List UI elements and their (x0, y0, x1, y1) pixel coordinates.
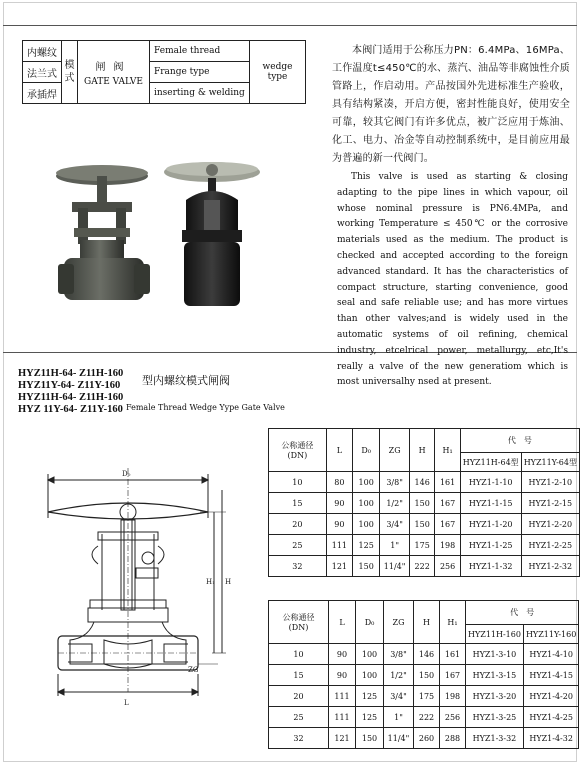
header-dn-cn: 公称通径 (282, 613, 315, 622)
table-cell: 175 (414, 686, 440, 707)
table-cell: 100 (353, 472, 380, 493)
table-cell: 198 (440, 686, 466, 707)
table-cell: 167 (440, 665, 466, 686)
table-cell: HYZ1-2-25 (521, 535, 579, 556)
valve-type-table (22, 40, 306, 104)
table-row (269, 556, 580, 577)
header-code-col-2: HYZ11Y-64型 (521, 453, 579, 472)
table-cell: 1" (380, 535, 410, 556)
valve-technical-drawing (28, 460, 233, 708)
table-cell: HYZ1-2-32 (521, 556, 579, 577)
table-cell: HYZ1-3-15 (466, 665, 524, 686)
table-cell: HYZ1-4-15 (523, 665, 578, 686)
table-cell: 125 (356, 707, 384, 728)
table-cell: HYZ1-1-10 (460, 472, 521, 493)
table-row (269, 535, 580, 556)
model-code: HYZ 11Y-64- Z11Y-160 (18, 404, 123, 415)
header-dn-unit: (DN) (288, 623, 309, 632)
label-l: L (124, 699, 129, 707)
table-cell: 150 (414, 665, 440, 686)
table-cell: 167 (435, 493, 460, 514)
header-dn-cn: 公称通径 (281, 441, 314, 450)
table-cell: 121 (329, 728, 356, 749)
table-cell: HYZ1-4-25 (523, 707, 578, 728)
table-cell: 121 (326, 556, 352, 577)
table-cell: 100 (356, 665, 384, 686)
table-cell: HYZ1-4-10 (523, 644, 578, 665)
header-zg: ZG (380, 429, 410, 472)
table-cell: 32 (269, 728, 329, 749)
table-cell: 150 (353, 556, 380, 577)
table-cell: 3/4" (384, 686, 414, 707)
table-cell: 146 (414, 644, 440, 665)
table-cell: 3/8" (380, 472, 410, 493)
header-h1: H₁ (440, 601, 466, 644)
table-cell: 10 (269, 644, 329, 665)
table-cell: 90 (329, 665, 356, 686)
valve-name-en: GATE VALVE (84, 76, 143, 87)
table-row (269, 493, 580, 514)
header-l: L (326, 429, 352, 472)
table-row (269, 665, 579, 686)
table-cell: 111 (326, 535, 352, 556)
table-cell: 125 (356, 686, 384, 707)
table-cell: 150 (409, 514, 434, 535)
table-cell: 260 (414, 728, 440, 749)
valve-name-cell (78, 41, 150, 104)
connection-en-1: Female thread (150, 41, 250, 62)
connection-cn-3: 承插焊 (23, 83, 62, 104)
model-code: HYZ11H-64- Z11H-160 (18, 368, 124, 379)
label-d0: D₀ (122, 470, 131, 478)
valve-photo-grey (50, 158, 158, 308)
header-h1: H₁ (435, 429, 460, 472)
table-cell: 20 (269, 686, 329, 707)
table-cell: 167 (435, 514, 460, 535)
forging-cn: 模式 (62, 41, 78, 104)
label-h: H (225, 578, 232, 586)
label-h1: H₁ (206, 578, 215, 586)
table-cell: 100 (356, 644, 384, 665)
table-cell: HYZ1-2-15 (521, 493, 579, 514)
table-row (269, 728, 579, 749)
table-cell: HYZ1-1-15 (460, 493, 521, 514)
connection-cn-1: 内螺纹 (23, 41, 62, 62)
title-cn: 型内螺纹模式闸阀 (142, 374, 230, 387)
table-row (269, 514, 580, 535)
table-cell: HYZ1-1-32 (460, 556, 521, 577)
table-cell: 256 (435, 556, 460, 577)
table-cell: 15 (269, 493, 327, 514)
connection-en-2: Frange type (150, 62, 250, 83)
header-h: H (414, 601, 440, 644)
header-code-col-1: HYZ11H-160 (466, 625, 524, 644)
table-cell: 15 (269, 665, 329, 686)
header-code: 代 号 (460, 429, 579, 453)
table-row (269, 472, 580, 493)
table-cell: HYZ1-4-20 (523, 686, 578, 707)
header-dn (269, 429, 327, 472)
table-cell: 161 (435, 472, 460, 493)
table-cell: HYZ1-1-25 (460, 535, 521, 556)
header-zg: ZG (384, 601, 414, 644)
table-cell: 161 (440, 644, 466, 665)
description-en: This valve is used as starting & closing adapting to the pipe lines in which vapour, oil whose nominal pressure is PN6.4MPa, and working Temperature ≤ 450℃ or the corrosive materials used as the medium. The product is checked and accepted according to the foreign advanced standard. It has the characteristics of compact structure, starting convenience, good seal and safe reliable use; and has more virtues than other valves;and is widely used in the automatic systems of oil refining, chemical industry, etcelrical power, metallurgy, etc,It's really a valve of the new generatiom which is most universalhy nsed at present. (337, 172, 568, 388)
table-cell: HYZ1-2-10 (521, 472, 579, 493)
table-cell: 100 (353, 514, 380, 535)
table-row (269, 707, 579, 728)
valve-name-cn: 闸阀 (95, 61, 132, 73)
header-dn-unit: (DN) (287, 451, 308, 460)
header-code-col-2: HYZ11Y-160 (523, 625, 578, 644)
connection-cn-2: 法兰式 (23, 62, 62, 83)
table-cell: HYZ1-3-20 (466, 686, 524, 707)
table-cell: 111 (329, 686, 356, 707)
header-dn (269, 601, 329, 644)
model-code: HYZ11H-64- Z11H-160 (18, 392, 124, 403)
table-cell: 32 (269, 556, 327, 577)
table-cell: 198 (435, 535, 460, 556)
table-cell: 90 (326, 493, 352, 514)
table-cell: 3/8" (384, 644, 414, 665)
table-cell: HYZ1-2-20 (521, 514, 579, 535)
label-zg: ZG (188, 666, 199, 674)
table-cell: 150 (356, 728, 384, 749)
table-cell: 125 (353, 535, 380, 556)
wedge-type: wedge type (250, 41, 306, 104)
description-cn: 本阀门适用于公称压力PN：6.4MPa、16MPa、工作温度t≤450℃的水、蒸汽、油品等非腐蚀性介质管路上，作启动用。产品按国外先进标准生产验收，具有结构紧凑，开启方便，密封性能良好，使用安全可靠，较其它阀门有许多优点，被广泛应用于炼油、化工、电力、冶金等自动控制系统中，是目前应用最为普遍的新一代阀门。 (332, 45, 571, 164)
table-cell: HYZ1-1-20 (460, 514, 521, 535)
header-d0: D₀ (356, 601, 384, 644)
table-cell: 146 (409, 472, 434, 493)
table-cell: 25 (269, 535, 327, 556)
table-cell: 1/2" (384, 665, 414, 686)
model-codes (18, 368, 123, 416)
connection-en-3: inserting & welding (150, 83, 250, 104)
table-cell: 11/4" (380, 556, 410, 577)
table-row (269, 686, 579, 707)
table-cell: 10 (269, 472, 327, 493)
spec-table-160 (268, 600, 579, 749)
table-cell: 222 (414, 707, 440, 728)
table-cell: HYZ1-4-32 (523, 728, 578, 749)
table-cell: 90 (326, 514, 352, 535)
model-code: HYZ11Y-64- Z11Y-160 (18, 380, 121, 391)
table-cell: 25 (269, 707, 329, 728)
top-rule (3, 25, 577, 26)
valve-photo-black (160, 160, 264, 312)
title-en: Female Thread Wedge Yype Gate Valve (126, 403, 285, 412)
header-h: H (409, 429, 434, 472)
table-cell: 175 (409, 535, 434, 556)
table-cell: HYZ1-3-32 (466, 728, 524, 749)
table-cell: HYZ1-3-25 (466, 707, 524, 728)
table-cell: 100 (353, 493, 380, 514)
table-cell: 111 (329, 707, 356, 728)
table-cell: 256 (440, 707, 466, 728)
header-code: 代 号 (466, 601, 579, 625)
table-row (269, 644, 579, 665)
table-cell: 222 (409, 556, 434, 577)
table-cell: 11/4" (384, 728, 414, 749)
table-cell: HYZ1-3-10 (466, 644, 524, 665)
table-cell: 288 (440, 728, 466, 749)
table-cell: 20 (269, 514, 327, 535)
table-cell: 3/4" (380, 514, 410, 535)
table-cell: 80 (326, 472, 352, 493)
table-cell: 90 (329, 644, 356, 665)
spec-table-64 (268, 428, 580, 577)
header-code-col-1: HYZ11H-64型 (460, 453, 521, 472)
table-cell: 1" (384, 707, 414, 728)
table-cell: 1/2" (380, 493, 410, 514)
header-d0: D₀ (353, 429, 380, 472)
table-cell: 150 (409, 493, 434, 514)
header-l: L (329, 601, 356, 644)
